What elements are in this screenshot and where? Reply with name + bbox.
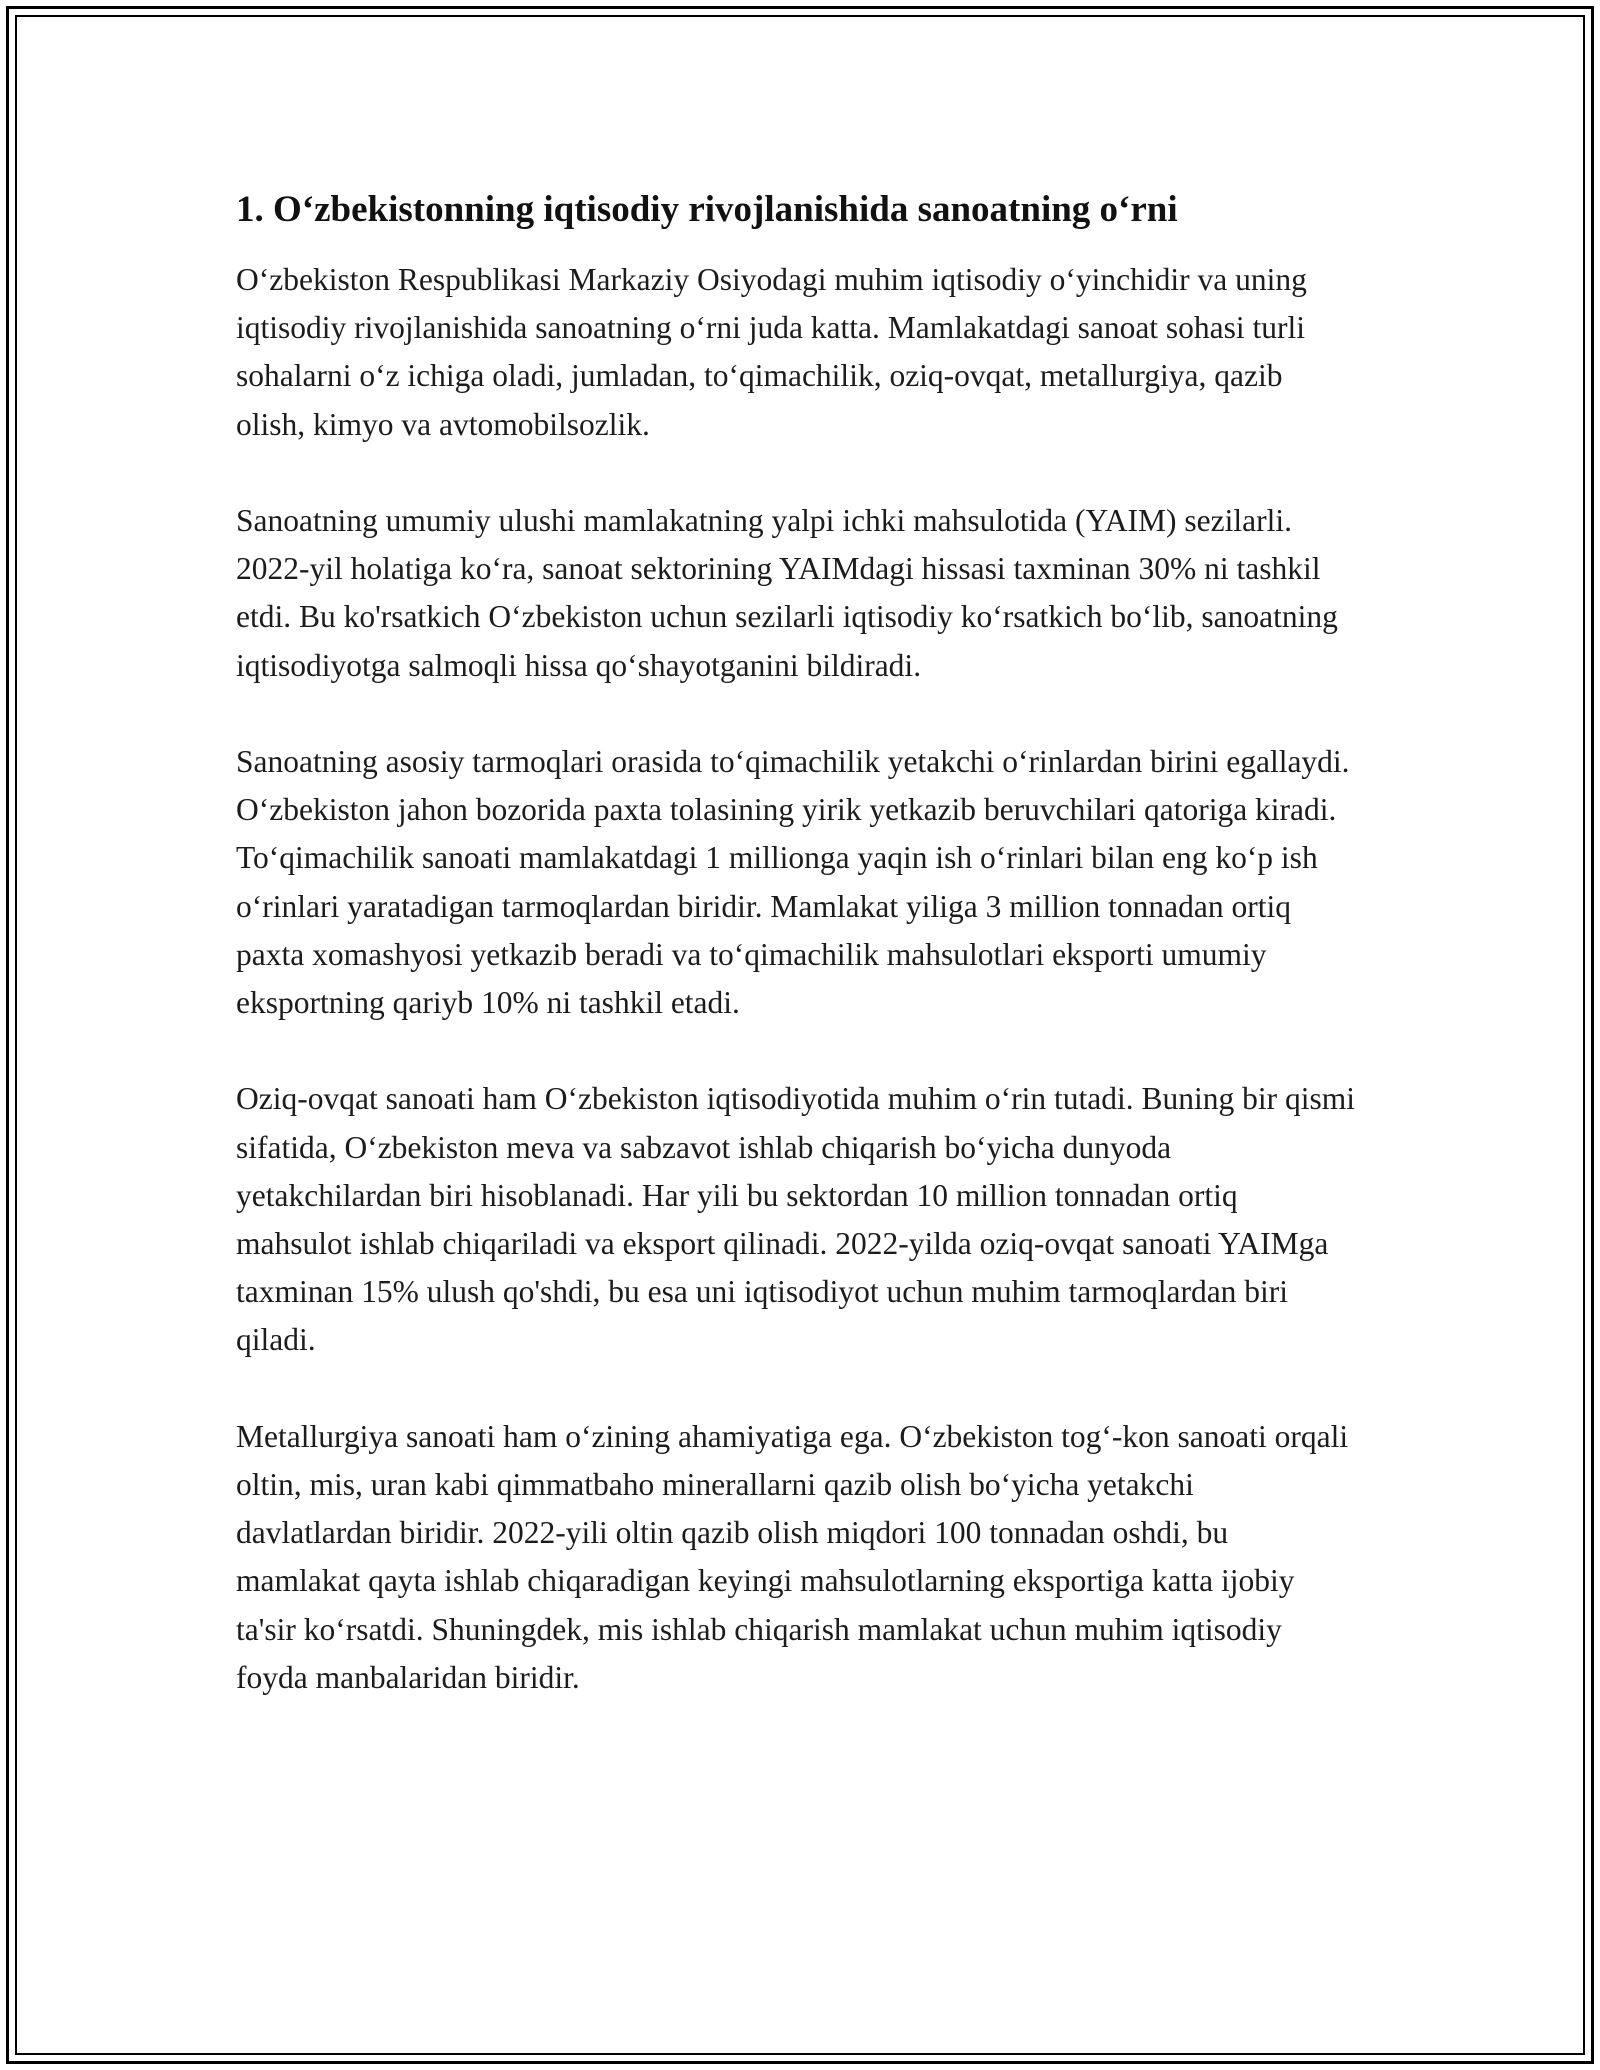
paragraph-food-industry: Oziq-ovqat sanoati ham O‘zbekiston iqtisodiyotida muhim o‘rin tutadi. Buning bir qismi sifatida, O‘zbekiston meva va sabzavot ishlab chiqarish bo‘yicha dunyoda yetakchilardan biri hisoblanadi. Har yili bu sektordan 10 million tonnadan ortiq mahsulot ishlab chiqariladi va eksport qilinadi. 2022-yilda oziq-ovqat sanoati YAIMga taxminan 15% ulush qo'shdi, bu esa uni iqtisodiyot uchun muhim tarmoqlardan biri qiladi. xyxy=(236,1081,1355,1358)
page-title: 1. O‘zbekistonning iqtisodiy rivojlanishida sanoatning o‘rni xyxy=(236,189,1178,230)
paragraph-gdp-share: Sanoatning umumiy ulushi mamlakatning yalpi ichki mahsulotida (YAIM) sezilarli. 2022-yil holatiga ko‘ra, sanoat sektorining YAIMdagi hissasi taxminan 30% ni tashkil etdi. Bu ko'rsatkich O‘zbekiston uchun sezilarli iqtisodiy ko‘rsatkich bo‘lib, sanoatning iqtisodiyotga salmoqli hissa qo‘shayotganini bildiradi. xyxy=(236,503,1338,683)
paragraph-metallurgy: Metallurgiya sanoati ham o‘zining ahamiyatiga ega. O‘zbekiston tog‘-kon sanoati orqali oltin, mis, uran kabi qimmatbaho minerallarni qazib olish bo‘yicha yetakchi davlatlardan biridir. 2022-yili oltin qazib olish miqdori 100 tonnadan oshdi, bu mamlakat qayta ishlab chiqaradigan keyingi mahsulotlarning eksportiga katta ijobiy ta'sir ko‘rsatdi. Shuningdek, mis ishlab chiqarish mamlakat uchun muhim iqtisodiy foyda manbalaridan biridir. xyxy=(236,1418,1349,1695)
paragraph-industry-role: O‘zbekiston Respublikasi Markaziy Osiyodagi muhim iqtisodiy o‘yinchidir va uning iqtisodiy rivojlanishida sanoatning o‘rni juda katta. Mamlakatdagi sanoat sohasi turli sohalarni o‘z ichiga oladi, jumladan, to‘qimachilik, oziq-ovqat, metallurgiya, qazib olish, kimyo va avtomobilsozlik. xyxy=(236,262,1307,442)
document-body xyxy=(236,186,1356,1750)
paragraph-textile: Sanoatning asosiy tarmoqlari orasida to‘qimachilik yetakchi o‘rinlardan birini egallaydi. O‘zbekiston jahon bozorida paxta tolasining yirik yetkazib beruvchilari qatoriga kiradi. To‘qimachilik sanoati mamlakatdagi 1 millionga yaqin ish o‘rinlari bilan eng ko‘p ish o‘rinlari yaratadigan tarmoqlardan biridir. Mamlakat yiliga 3 million tonnadan ortiq paxta xomashyosi yetkazib beradi va to‘qimachilik mahsulotlari eksporti umumiy eksportning qariyb 10% ni tashkil etadi. xyxy=(236,744,1350,1021)
